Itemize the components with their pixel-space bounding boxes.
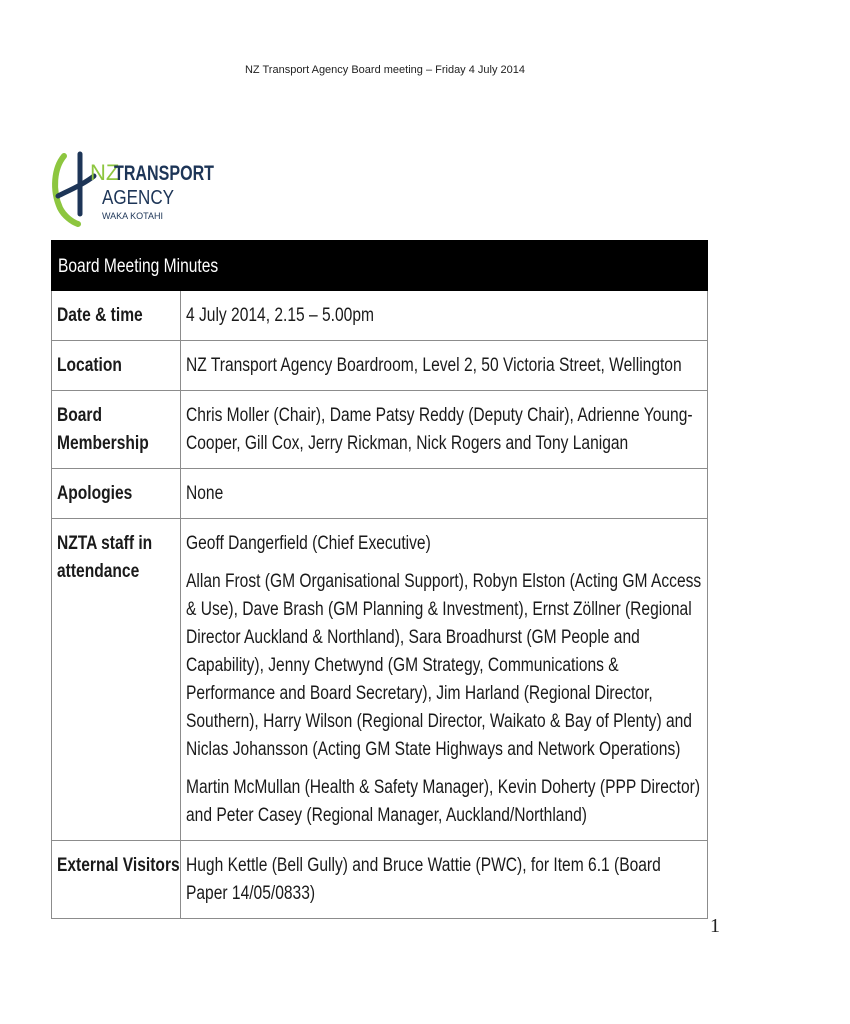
logo-text-transport: TRANSPORT	[114, 162, 215, 185]
logo-text-waka-kotahi: WAKA KOTAHI	[102, 211, 164, 221]
row-value-external-visitors: Hugh Kettle (Bell Gully) and Bruce Wattie (PWC), for Item 6.1 (Board Paper 14/05/0833)	[181, 841, 708, 919]
table-row	[52, 291, 708, 341]
logo-swoosh-navy	[58, 176, 94, 196]
row-value-board-membership: Chris Moller (Chair), Dame Patsy Reddy (Deputy Chair), Adrienne Young-Cooper, Gill Cox, Jerry Rickman, Nick Rogers and Tony Lanigan	[181, 391, 708, 469]
row-label-board-membership: Board Membership	[52, 391, 181, 469]
staff-paragraph: Martin McMullan (Health & Safety Manager), Kevin Doherty (PPP Director) and Peter Casey (Regional Manager, Auckland/Northland)	[186, 777, 701, 826]
row-value-apologies: None	[181, 469, 708, 519]
minutes-title: Board Meeting Minutes	[52, 241, 708, 291]
row-label-location: Location	[52, 341, 181, 391]
staff-paragraph: Allan Frost (GM Organisational Support), Robyn Elston (Acting GM Access & Use), Dave Brash (GM Planning & Investment), Ernst Zöllner (Regional Director Auckland & Northland), Sara Broadhurst (GM People and Capability), Jenny Chetwynd (GM Strategy, Communications & Performance and Board Secretary), Jim Harland (Regional Director, Southern), Harry Wilson (Regional Director, Waikato & Bay of Plenty) and Niclas Johansson (Acting GM State Highways and Network Operations)	[186, 571, 702, 760]
page-number: 1	[710, 915, 720, 937]
table-row	[52, 519, 708, 841]
minutes-title-row	[52, 241, 708, 291]
nzta-logo	[50, 150, 220, 230]
table-row	[52, 469, 708, 519]
minutes-table	[51, 240, 708, 919]
logo-text-agency: AGENCY	[102, 187, 174, 209]
row-value-staff-attendance	[181, 519, 708, 841]
row-label-date-time: Date & time	[52, 291, 181, 341]
running-header: NZ Transport Agency Board meeting – Friday 4 July 2014	[244, 64, 526, 76]
row-label-apologies: Apologies	[52, 469, 181, 519]
row-label-staff-attendance: NZTA staff in attendance	[52, 519, 181, 841]
row-value-location: NZ Transport Agency Boardroom, Level 2, 50 Victoria Street, Wellington	[181, 341, 708, 391]
table-row	[52, 841, 708, 919]
row-value-date-time: 4 July 2014, 2.15 – 5.00pm	[181, 291, 708, 341]
nzta-logo-mark	[50, 150, 220, 230]
logo-text-nz: NZ	[90, 160, 120, 185]
row-label-external-visitors: External Visitors	[52, 841, 181, 919]
staff-paragraph: Geoff Dangerfield (Chief Executive)	[186, 533, 431, 554]
table-row	[52, 391, 708, 469]
table-row	[52, 341, 708, 391]
